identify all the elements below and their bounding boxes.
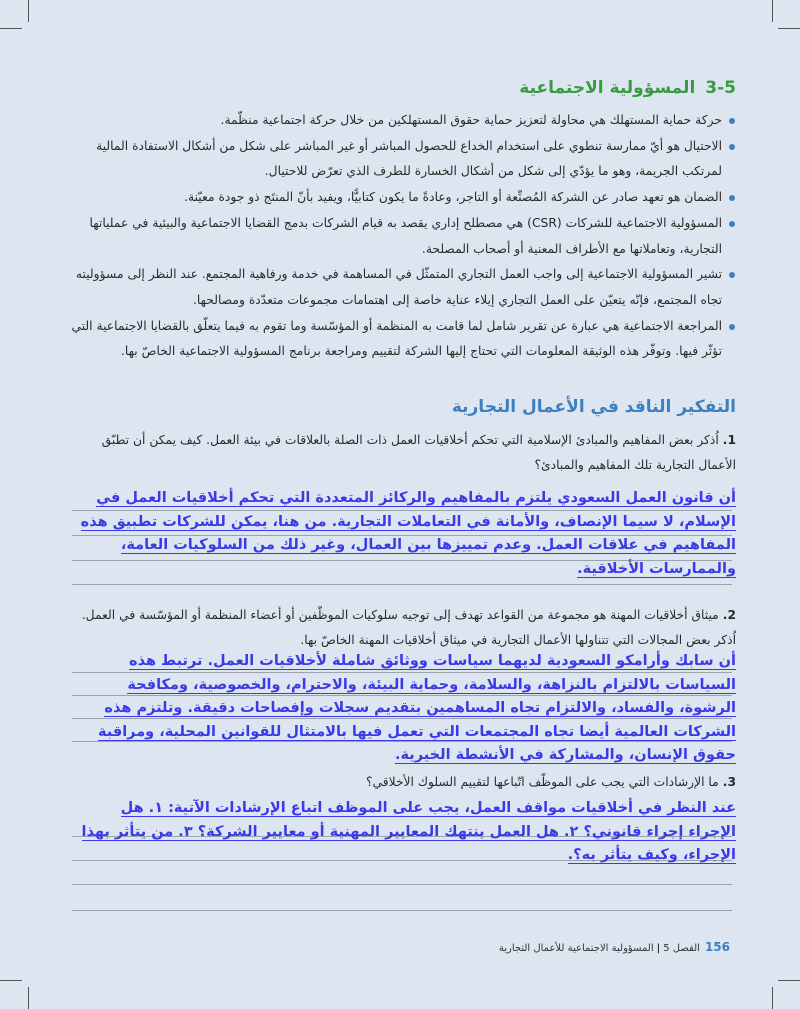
crop-mark [28, 0, 29, 22]
handwritten-answer-2 [70, 650, 736, 768]
section-number: 3-5 [705, 78, 736, 98]
crop-mark [778, 980, 800, 981]
crop-mark [772, 0, 773, 22]
page-footer [499, 940, 730, 954]
critical-thinking-heading: التفكير الناقد في الأعمال التجارية [451, 397, 736, 417]
bullet-item: المسؤولية الاجتماعية للشركات (CSR) هي مصطلح إداري يقصد به قيام الشركات بدمج القضايا الاجتماعية والبيئية في عملياتها التجارية، وتعاملاتها مع الأطراف المعنية أو أصحاب المصلحة. [70, 211, 736, 262]
question-number: 1. [722, 433, 736, 447]
answer-line [72, 910, 732, 911]
crop-mark [28, 987, 29, 1009]
chapter-title: المسؤولية الاجتماعية للأعمال التجارية [498, 943, 654, 954]
crop-mark [772, 987, 773, 1009]
footer-separator: | [656, 943, 661, 954]
crop-mark [0, 28, 22, 29]
answer-text: أن سابك وأرامكو السعودية لديهما سياسات ووثائق شاملة لأخلاقيات العمل. ترتبط هذه السياسات بالالتزام بالنزاهة، والسلامة، وحماية البيئة، والاحترام، والخصوصية، ومكافحة الرشوة، والفساد، والالتزام تجاه المساهمين بتقديم سجلات وإفصاحات دقيقة. وتلتزم هذه الشركات العالمية أيضا تجاه المجتمعات التي تعمل فيها بالامتثال للقوانين المحلية، ومراقبة حقوق الإنسان، والمشاركة في الأنشطة الخيرية. [98, 653, 736, 763]
answer-line [72, 584, 732, 585]
bullet-item: الضمان هو تعهد صادر عن الشركة المُصنِّعة أو التاجر، وعادةً ما يكون كتابيًّا، ويفيد بأنّ المنتَج ذو جودة معيّنة. [70, 185, 736, 211]
question-2 [70, 603, 736, 653]
crop-mark [778, 28, 800, 29]
question-1 [70, 428, 736, 478]
question-number: 2. [722, 608, 736, 622]
handwritten-answer-3 [70, 797, 736, 868]
bullet-item: المراجعة الاجتماعية هي عبارة عن تقرير شامل لما قامت به المنظمة أو المؤسّسة وما تقوم به فيما يتعلّق بالقضايا الاجتماعية التي تؤثّر فيها. وتوفّر هذه الوثيقة المعلومات التي تحتاج إليها الشركة لتقييم ومراجعة برنامج المسؤولية الاجتماعية الخاصّ بها. [70, 314, 736, 365]
question-number: 3. [722, 775, 736, 789]
question-3 [70, 770, 736, 795]
answer-text: أن قانون العمل السعودي يلتزم بالمفاهيم والركائز المتعددة التي تحكم أخلاقيات العمل في الإسلام، لا سيما الإنصاف، والأمانة في التعاملات التجارية. من هنا، يمكن للشركات تطبيق هذه المفاهيم في علاقات العمل. وعدم تمييزها بين العمال، وغير ذلك من السلوكيات العامة، والممارسات الأخلاقية. [80, 490, 736, 577]
section-title: المسؤولية الاجتماعية [519, 78, 696, 98]
bullet-item: الاحتيال هو أيّ ممارسة تنطوي على استخدام الخداع للحصول المباشر أو غير المباشر على شكل من أشكال الاستفادة المالية لمرتكب الجريمة، وهو ما يؤدّي إلى شكل من أشكال الخسارة للطرف الذي تعرّض للاحتيال. [70, 134, 736, 185]
question-text: اُذكر بعض المفاهيم والمبادئ الإسلامية التي تحكم أخلاقيات العمل ذات الصلة بالعلاقات في بيئة العمل. كيف يمكن أن تطبّق الأعمال التجارية تلك المفاهيم والمبادئ؟ [101, 433, 736, 472]
crop-mark [0, 980, 22, 981]
bullet-item: تشير المسؤولية الاجتماعية إلى واجب العمل التجاري المتمثّل في المساهمة في خدمة ورفاهية المجتمع. عند النظر إلى مسؤوليته تجاه المجتمع، فإنّه يتعيّن على العمل التجاري إيلاء عناية خاصة إلى اهتمامات مجموعات متعدّدة ومصالحها. [70, 262, 736, 313]
bullet-item: حركة حماية المستهلك هي محاولة لتعزيز حماية حقوق المستهلكين من خلال حركة اجتماعية منظّمة. [70, 108, 736, 134]
chapter-label: الفصل 5 [663, 943, 700, 954]
summary-bullet-list [70, 108, 736, 365]
section-heading [70, 78, 736, 98]
handwritten-answer-1 [70, 487, 736, 581]
page-number: 156 [704, 940, 730, 954]
question-text: ميثاق أخلاقيات المهنة هو مجموعة من القواعد تهدف إلى توجيه سلوكيات الموظّفين أو أعضاء المنظمة أو المؤسّسة في العمل. اُذكر بعض المجالات التي تتناولها الأعمال التجارية في ميثاق أخلاقيات المهنة الخاصّ بها. [81, 608, 736, 647]
answer-text: عند النظر في أخلاقيات مواقف العمل، يجب على الموظف اتباع الإرشادات الآتية: ١. هل الإجراء إجراء قانوني؟ ٢. هل العمل ينتهك المعايير المهنية أو معايير الشركة؟ ٣. من يتأثر بهذا الإجراء، وكيف يتأثر به؟. [81, 800, 736, 863]
question-text: ما الإرشادات التي يجب على الموظّف اتّباعها لتقييم السلوك الأخلاقي؟ [365, 775, 719, 789]
answer-line [72, 884, 732, 885]
